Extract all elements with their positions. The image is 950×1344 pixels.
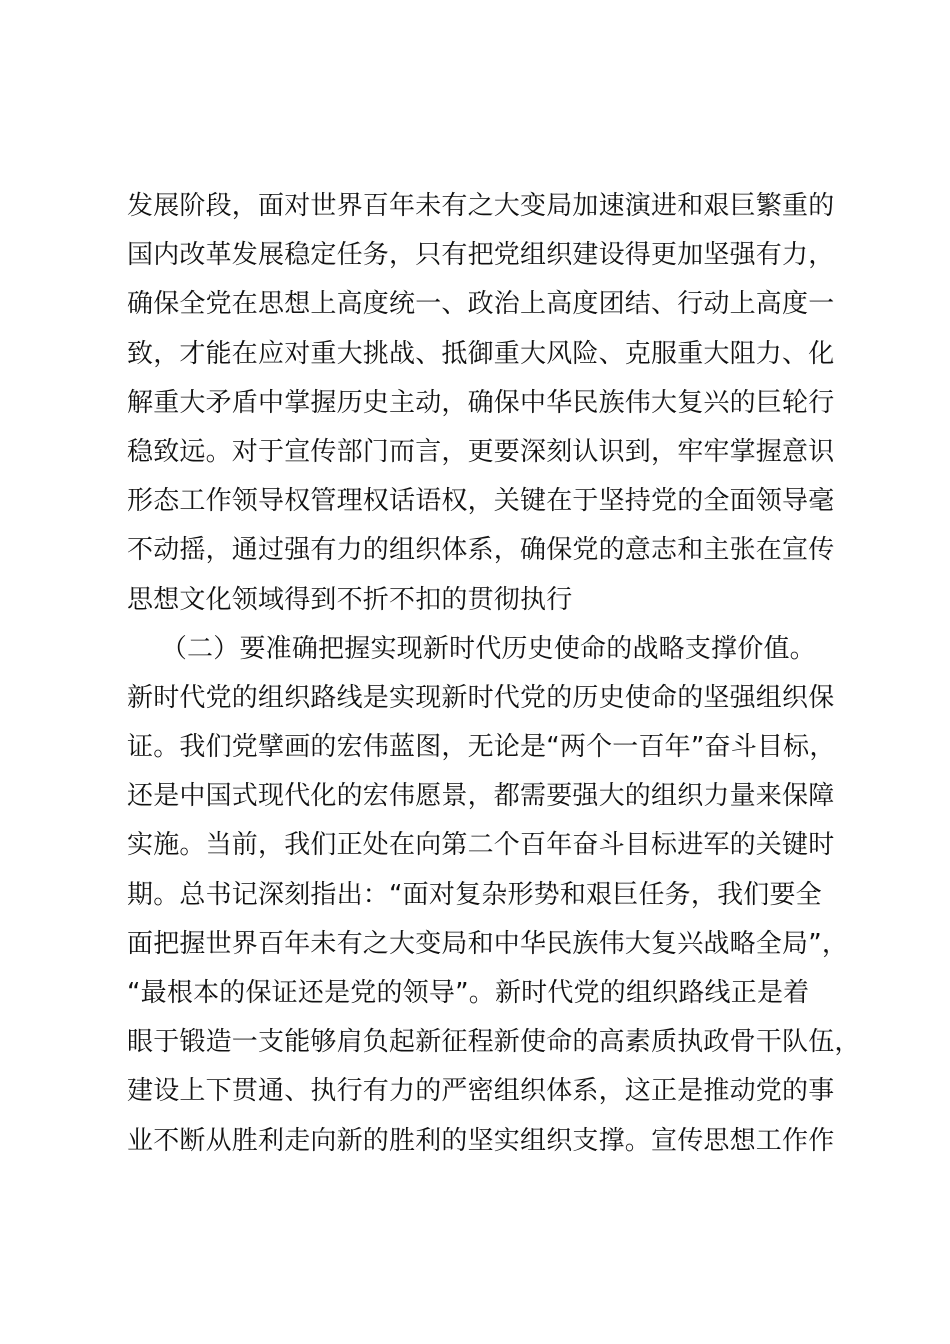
text-line: 致，才能在应对重大挑战、抵御重大风险、克服重大阻力、化 [127,338,835,369]
text-line: 新时代党的组织路线是实现新时代党的历史使命的坚强组织保 [127,682,835,713]
text-line: 业不断从胜利走向新的胜利的坚实组织支撑。宣传思想工作作 [127,1125,835,1156]
text-line: 建设上下贯通、执行有力的严密组织体系，这正是推动党的事 [127,1076,835,1107]
text-line: 证。我们党擘画的宏伟蓝图，无论是“两个一百年”奋斗目标， [127,732,836,763]
text-line: 眼于锻造一支能够肩负起新征程新使命的高素质执政骨干队伍， [127,1027,861,1058]
text-line: 面把握世界百年未有之大变局和中华民族伟大复兴战略全局”， [127,928,849,959]
text-line: 不动摇，通过强有力的组织体系，确保党的意志和主张在宣传 [127,535,835,566]
text-line: 解重大矛盾中掌握历史主动，确保中华民族伟大复兴的巨轮行 [127,387,835,418]
text-line: 稳致远。对于宣传部门而言，更要深刻认识到，牢牢掌握意识 [127,436,835,467]
text-line: 期。总书记深刻指出：“面对复杂形势和艰巨任务，我们要全 [127,879,822,910]
text-line: 还是中国式现代化的宏伟愿景，都需要强大的组织力量来保障 [127,781,835,812]
text-line: 国内改革发展稳定任务，只有把党组织建设得更加坚强有力， [127,240,835,271]
section-heading-line: （二）要准确把握实现新时代历史使命的战略支撑价值。 [127,633,816,664]
text-line: 形态工作领导权管理权话语权，关键在于坚持党的全面领导毫 [127,486,835,517]
text-line: 确保全党在思想上高度统一、政治上高度团结、行动上高度一 [127,289,835,320]
text-line: 实施。当前，我们正处在向第二个百年奋斗目标进军的关键时 [127,830,835,861]
text-line: 思想文化领域得到不折不扣的贯彻执行 [127,584,573,615]
text-line: 发展阶段，面对世界百年未有之大变局加速演进和艰巨繁重的 [127,191,835,221]
body-text [127,182,861,1166]
text-line: “最根本的保证还是党的领导”。新时代党的组织路线正是着 [127,978,810,1008]
